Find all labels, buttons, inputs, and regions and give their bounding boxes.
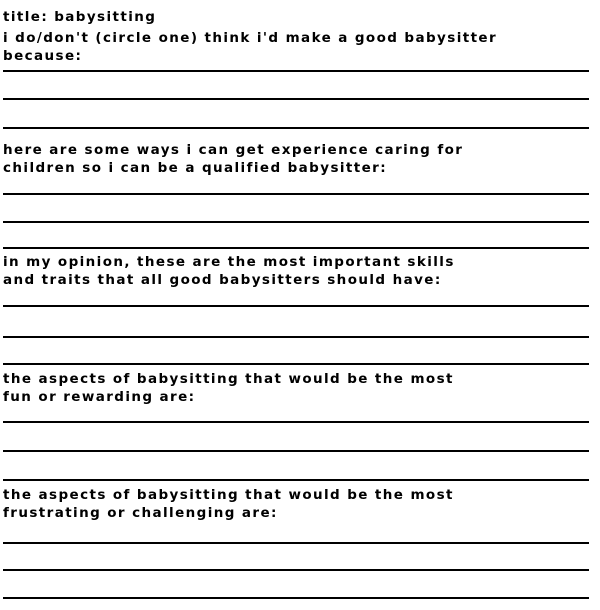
section-3-prompt-line-1: in my opinion, these are the most important skills — [3, 254, 455, 270]
section-2-prompt-line-1: here are some ways i can get experience caring for — [3, 142, 464, 158]
section-1-answer-line-2[interactable] — [3, 98, 589, 100]
section-3-prompt-line-2: and traits that all good babysitters should have: — [3, 272, 442, 288]
section-2-answer-line-1[interactable] — [3, 193, 589, 195]
section-3-answer-line-3[interactable] — [3, 363, 589, 365]
section-5-prompt-line-1: the aspects of babysitting that would be the most — [3, 487, 454, 503]
section-4-prompt-line-2: fun or rewarding are: — [3, 389, 196, 405]
section-4-answer-line-1[interactable] — [3, 421, 589, 423]
section-5-answer-line-1[interactable] — [3, 542, 589, 544]
section-2-prompt-line-2: children so i can be a qualified babysitter: — [3, 160, 388, 176]
section-3-answer-line-2[interactable] — [3, 336, 589, 338]
section-2-answer-line-3[interactable] — [3, 247, 589, 249]
section-1-prompt-line-2: because: — [3, 48, 83, 64]
section-4-answer-line-2[interactable] — [3, 450, 589, 452]
section-4-prompt-line-1: the aspects of babysitting that would be the most — [3, 371, 454, 387]
section-1-answer-line-1[interactable] — [3, 70, 589, 72]
section-1-answer-line-3[interactable] — [3, 127, 589, 129]
worksheet-title: title: babysitting — [3, 9, 157, 25]
section-5-prompt-line-2: frustrating or challenging are: — [3, 505, 278, 521]
section-3-answer-line-1[interactable] — [3, 305, 589, 307]
section-1-prompt-line-1: i do/don't (circle one) think i'd make a good babysitter — [3, 30, 498, 46]
section-5-answer-line-3[interactable] — [3, 597, 589, 599]
section-5-answer-line-2[interactable] — [3, 569, 589, 571]
section-4-answer-line-3[interactable] — [3, 479, 589, 481]
section-2-answer-line-2[interactable] — [3, 221, 589, 223]
